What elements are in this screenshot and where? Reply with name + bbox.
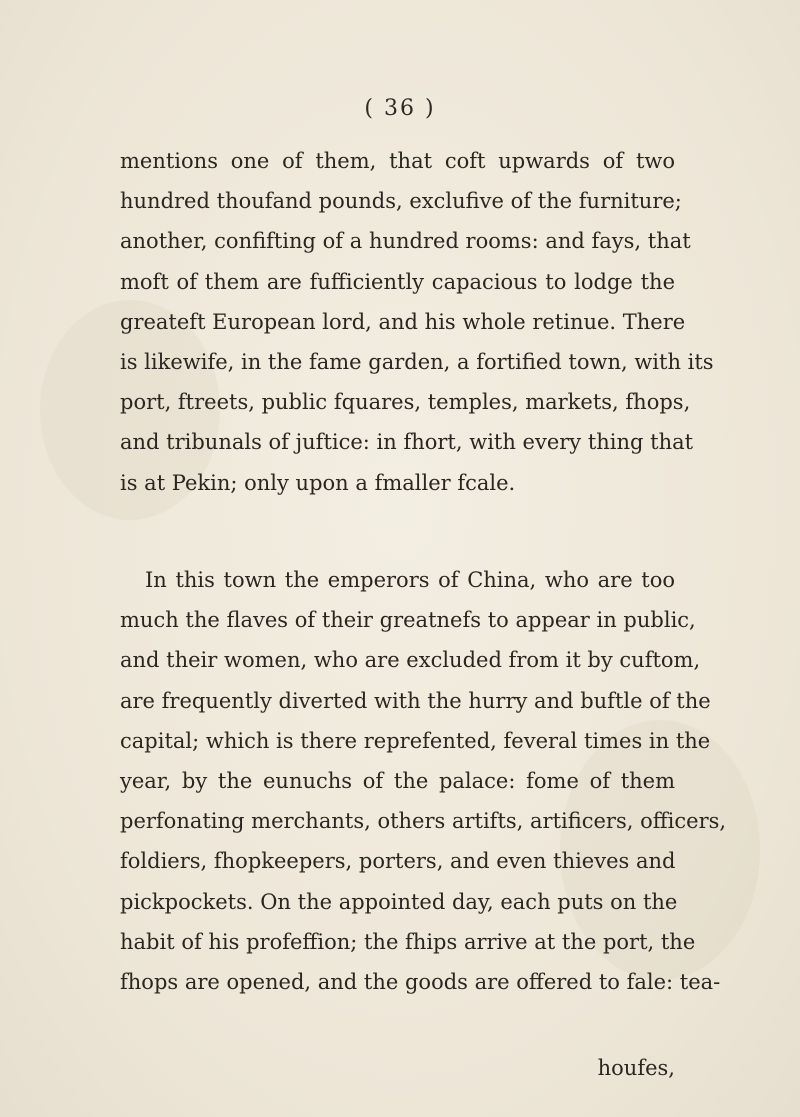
text-line: mentions one of them, that coft upwards of two xyxy=(120,149,675,173)
text-line: year, by the eunuchs of the palace: fome of them xyxy=(120,769,675,794)
text-line: fhops are opened, and the goods are offered to fale: tea- xyxy=(120,970,721,995)
text-line: pickpockets. On the appointed day, each puts on the xyxy=(120,889,678,914)
text-line: habit of his profeffion; the fhips arrive at the port, the xyxy=(120,929,696,954)
catchword: houfes, xyxy=(597,1056,675,1080)
text-line: and tribunals of juftice: in fhort, with every thing that xyxy=(120,430,694,455)
text-line: another, confifting of a hundred rooms: and fays, that xyxy=(120,229,691,254)
text-line: and their women, who are excluded from it by cuftom, xyxy=(120,648,701,673)
text-line: moft of them are fufficiently capacious to lodge the xyxy=(120,269,675,294)
text-line: are frequently diverted with the hurry and buftle of the xyxy=(120,688,711,713)
text-line: perfonating merchants, others artifts, artificers, officers, xyxy=(120,809,727,834)
text-line: greateft European lord, and his whole retinue. There xyxy=(120,309,686,334)
text-line: capital; which is there reprefented, feveral times in the xyxy=(120,728,711,753)
text-line: port, ftreets, public fquares, temples, markets, fhops, xyxy=(120,390,691,415)
text-line: is at Pekin; only upon a fmaller fcale. xyxy=(120,470,516,495)
text-line: hundred thoufand pounds, exclufive of the furniture; xyxy=(120,189,682,214)
text-line: is likewife, in the fame garden, a fortified town, with its xyxy=(120,350,714,375)
text-line: much the flaves of their greatnefs to appear in public, xyxy=(120,608,696,633)
page-number: ( 36 ) xyxy=(364,96,436,121)
paragraph-1 xyxy=(120,141,714,503)
text-line: In this town the emperors of China, who are too xyxy=(145,568,675,592)
paragraph-2 xyxy=(120,560,727,1002)
text-line: foldiers, fhopkeepers, porters, and even thieves and xyxy=(120,849,676,874)
